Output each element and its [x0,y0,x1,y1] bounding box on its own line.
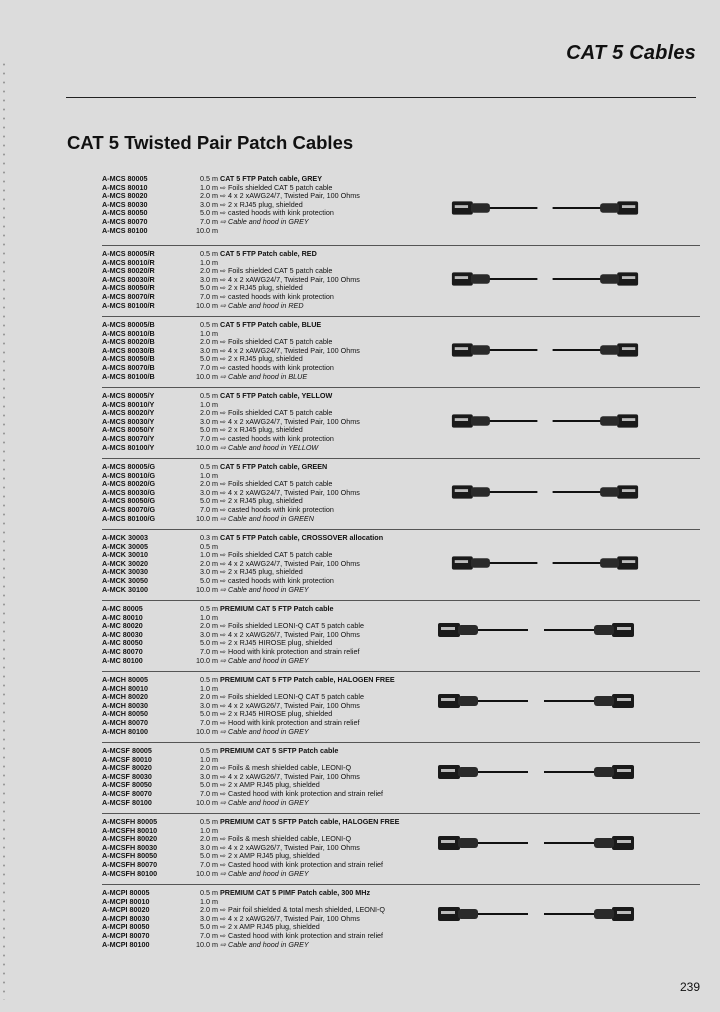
cable-length: 0.5 m [200,174,218,183]
article-number: A-MCS 80020/G [102,479,156,489]
cable-length: 10.0 m [196,513,218,523]
cable-length: 1.0 m [200,683,218,693]
cable-length: 3.0 m [200,842,218,852]
product-feature: ⇨ Foils shielded CAT 5 patch cable [220,550,333,560]
product-feature: ⇨ casted hoods with kink protection [220,433,334,443]
article-number: A-MC 80010 [102,612,143,622]
product-heading: PREMIUM CAT 5 SFTP Patch cable [220,746,339,755]
article-number: A-MCS 80030/B [102,345,155,355]
cable-length: 3.0 m [200,416,218,426]
article-number: A-MCS 80020/R [102,266,155,276]
header-rule [66,97,696,98]
patch-cable-image [450,552,640,574]
cable-length: 3.0 m [200,700,218,710]
product-row [102,250,700,259]
product-row [102,218,700,227]
product-feature: ⇨ 4 x 2 xAWG24/7, Twisted Pair, 100 Ohms [220,345,360,355]
article-number: A-MCPI 80030 [102,913,150,923]
article-number: A-MCH 80005 [102,675,148,684]
product-feature: ⇨ casted hoods with kink protection [220,575,334,585]
article-number: A-MCPI 80100 [102,939,150,949]
product-row [102,719,700,728]
product-feature: ⇨ Casted hood with kink protection and strain relief [220,788,384,798]
cable-length: 7.0 m [200,362,218,372]
product-feature: ⇨ Cable and hood in GREY [220,868,309,878]
product-row [102,799,700,808]
product-group [102,813,700,884]
product-feature: ⇨ Foils shielded CAT 5 patch cable [220,337,333,347]
article-number: A-MCH 80020 [102,692,148,702]
cable-length: 3.0 m [200,913,218,923]
product-row [102,175,700,184]
product-feature: ⇨ 2 x RJ45 plug, shielded [220,567,303,577]
cable-length: 3.0 m [200,771,218,781]
cable-length: 5.0 m [200,922,218,932]
product-row [102,435,700,444]
article-number: A-MCH 80010 [102,683,148,693]
article-number: A-MCS 80030/Y [102,416,155,426]
cable-length: 2.0 m [200,763,218,773]
product-feature: ⇨ 2 x RJ45 HIROSE plug, shielded [220,709,333,719]
product-feature: ⇨ Pair foil shielded & total mesh shielded, LEONI-Q [220,905,386,915]
product-row [102,676,700,685]
product-row [102,728,700,737]
product-feature: ⇨ casted hoods with kink protection [220,291,334,301]
patch-cable-image [450,481,640,503]
article-number: A-MCS 80010/R [102,257,155,267]
product-feature: ⇨ Foils & mesh shielded cable, LEONI-Q [220,834,352,844]
article-number: A-MCK 30050 [102,575,148,585]
cable-length: 2.0 m [200,834,218,844]
product-row [102,889,700,898]
product-groups [102,175,700,955]
product-feature: ⇨ Foils shielded CAT 5 patch cable [220,408,333,418]
patch-cable-image [436,832,636,854]
cable-length: 0.5 m [200,249,218,258]
cable-length: 7.0 m [200,504,218,514]
article-number: A-MCS 80070/Y [102,433,155,443]
product-row [102,534,700,543]
article-number: A-MCPI 80050 [102,922,150,932]
product-feature: ⇨ Hood with kink protection and strain relief [220,646,360,656]
cable-length: 2.0 m [200,479,218,489]
product-feature: ⇨ Cable and hood in RED [220,300,304,310]
cable-length: 2.0 m [200,558,218,568]
cable-length: 1.0 m [200,896,218,906]
patch-cable-image [436,690,636,712]
product-feature [220,227,700,236]
cable-length: 2.0 m [200,266,218,276]
product-group [102,600,700,671]
cable-length: 1.0 m [200,182,218,192]
article-number: A-MC 80005 [102,604,143,613]
product-feature: ⇨ Cable and hood in GREY [220,216,309,226]
article-number: A-MCS 80030/R [102,274,155,284]
cable-length: 2.0 m [200,408,218,418]
cable-length: 5.0 m [200,709,218,719]
product-group [102,742,700,813]
article-number: A-MCS 80070/R [102,291,155,301]
cable-length: 7.0 m [200,291,218,301]
article-number: A-MCPI 80070 [102,930,150,940]
product-feature: ⇨ Foils shielded CAT 5 patch cable [220,479,333,489]
article-number: A-MCSFH 80050 [102,851,158,861]
cable-length: 7.0 m [200,433,218,443]
article-number: A-MCS 80070/G [102,504,156,514]
product-feature: ⇨ 2 x AMP RJ45 plug, shielded [220,780,320,790]
product-row [102,444,700,453]
cable-length: 10.0 m [196,371,218,381]
cable-length: 1.0 m [200,825,218,835]
article-number: A-MCS 80020/Y [102,408,155,418]
article-number: A-MCS 80100/Y [102,442,155,452]
cable-length: 5.0 m [200,425,218,435]
cable-length: 3.0 m [200,567,218,577]
cable-length: 10.0 m [196,584,218,594]
article-number: A-MCS 80050/G [102,496,156,506]
article-number: A-MCS 80030 [102,199,148,209]
article-number: A-MCK 30005 [102,541,148,551]
cable-length: 5.0 m [200,851,218,861]
article-number: A-MCS 80020/B [102,337,155,347]
article-number: A-MCS 80100 [102,225,148,235]
article-number: A-MCH 80070 [102,717,148,727]
product-row [102,577,700,586]
product-group [102,671,700,742]
cable-length: 10.0 m [196,797,218,807]
product-feature: ⇨ casted hoods with kink protection [220,362,334,372]
patch-cable-image [450,339,640,361]
cable-length: 2.0 m [200,621,218,631]
product-feature: ⇨ Hood with kink protection and strain relief [220,717,360,727]
product-group [102,529,700,600]
article-number: A-MCK 30010 [102,550,148,560]
product-row [102,657,700,666]
article-number: A-MCSFH 80005 [102,817,158,826]
article-number: A-MCS 80030/G [102,487,156,497]
product-group [102,175,700,245]
article-number: A-MCSF 80010 [102,754,152,764]
article-number: A-MCSF 80050 [102,780,152,790]
article-number: A-MC 80050 [102,638,143,648]
cable-length: 10.0 m [196,225,218,235]
article-number: A-MCPI 80020 [102,905,150,915]
product-heading: PREMIUM CAT 5 PIMF Patch cable, 300 MHz [220,888,371,897]
article-number: A-MCS 80010 [102,182,148,192]
cable-length: 10.0 m [196,726,218,736]
product-feature: ⇨ 2 x AMP RJ45 plug, shielded [220,922,320,932]
cable-length: 5.0 m [200,354,218,364]
article-number: A-MCS 80070 [102,216,148,226]
product-feature: ⇨ Cable and hood in GREY [220,584,309,594]
product-feature: ⇨ 4 x 2 xAWG26/7, Twisted Pair, 100 Ohms [220,913,360,923]
cable-length: 1.0 m [200,257,218,267]
cable-length: 0.5 m [200,462,218,471]
article-number: A-MCS 80010/Y [102,399,155,409]
cable-length: 1.0 m [200,328,218,338]
patch-cable-image [436,903,636,925]
product-feature: ⇨ Casted hood with kink protection and strain relief [220,859,384,869]
cable-length: 1.0 m [200,612,218,622]
product-feature: ⇨ Foils shielded LEONI-Q CAT 5 patch cable [220,621,364,631]
article-number: A-MCS 80100/R [102,300,155,310]
product-heading: CAT 5 FTP Patch cable, GREY [220,174,322,183]
article-number: A-MCSF 80070 [102,788,152,798]
cable-length: 5.0 m [200,638,218,648]
cable-length: 10.0 m [196,442,218,452]
cable-length: 3.0 m [200,629,218,639]
cable-length: 5.0 m [200,283,218,293]
cable-length: 0.5 m [200,675,218,684]
product-row [102,227,700,236]
cable-length: 10.0 m [196,655,218,665]
product-row [102,321,700,330]
cable-length: 3.0 m [200,345,218,355]
page-number: 239 [679,980,700,994]
article-number: A-MCS 80010/B [102,328,155,338]
product-heading: CAT 5 FTP Patch cable, GREEN [220,462,328,471]
product-row [102,543,700,552]
cable-length: 5.0 m [200,780,218,790]
cable-length: 1.0 m [200,754,218,764]
article-number: A-MCS 80100/G [102,513,156,523]
header-title: CAT 5 Cables [566,42,696,64]
cable-length: 10.0 m [196,868,218,878]
product-group [102,884,700,955]
article-number: A-MCS 80020 [102,191,148,201]
cable-length: 3.0 m [200,487,218,497]
article-number: A-MCSF 80005 [102,746,152,755]
article-number: A-MCS 80050/Y [102,425,155,435]
article-number: A-MCS 80010/G [102,470,156,480]
product-feature: ⇨ 4 x 2 xAWG24/7, Twisted Pair, 100 Ohms [220,416,360,426]
product-feature: ⇨ Foils shielded CAT 5 patch cable [220,266,333,276]
product-group [102,387,700,458]
article-number: A-MCH 80050 [102,709,148,719]
cable-length: 7.0 m [200,717,218,727]
product-group [102,245,700,316]
cable-length: 0.5 m [200,391,218,400]
cable-length: 0.5 m [200,604,218,613]
article-number: A-MCK 30030 [102,567,148,577]
product-row [102,463,700,472]
cable-length: 2.0 m [200,337,218,347]
product-heading: PREMIUM CAT 5 SFTP Patch cable, HALOGEN FREE [220,817,400,826]
article-number: A-MCPI 80010 [102,896,150,906]
article-number: A-MCH 80030 [102,700,148,710]
product-feature: ⇨ Foils shielded LEONI-Q CAT 5 patch cable [220,692,364,702]
cable-length: 0.5 m [200,746,218,755]
product-feature: ⇨ 4 x 2 xAWG26/7, Twisted Pair, 100 Ohms [220,771,360,781]
cable-length: 2.0 m [200,692,218,702]
product-group [102,316,700,387]
product-row [102,364,700,373]
product-feature: ⇨ Cable and hood in YELLOW [220,442,319,452]
article-number: A-MCH 80100 [102,726,148,736]
cable-length: 0.5 m [200,541,218,551]
product-row [102,472,700,481]
product-row [102,506,700,515]
cable-length: 5.0 m [200,575,218,585]
cable-length: 1.0 m [200,399,218,409]
patch-cable-image [436,761,636,783]
article-number: A-MCS 80005/R [102,249,155,258]
product-feature: ⇨ 4 x 2 xAWG24/7, Twisted Pair, 100 Ohms [220,191,360,201]
cable-length: 3.0 m [200,199,218,209]
product-group [102,458,700,529]
cable-length: 2.0 m [200,905,218,915]
product-feature: ⇨ Foils shielded CAT 5 patch cable [220,182,333,192]
article-number: A-MCSF 80100 [102,797,152,807]
product-row [102,790,700,799]
product-feature: ⇨ Cable and hood in GREEN [220,513,314,523]
product-feature: ⇨ 4 x 2 xAWG26/7, Twisted Pair, 100 Ohms [220,629,360,639]
product-row [102,932,700,941]
product-feature: ⇨ 2 x RJ45 plug, shielded [220,496,303,506]
product-feature: ⇨ 2 x RJ45 plug, shielded [220,425,303,435]
cable-length: 7.0 m [200,216,218,226]
product-heading: CAT 5 FTP Patch cable, YELLOW [220,391,333,400]
article-number: A-MCK 30100 [102,584,148,594]
product-feature: ⇨ 4 x 2 xAWG24/7, Twisted Pair, 100 Ohms [220,487,360,497]
product-feature: ⇨ casted hoods with kink protection [220,208,334,218]
section-title: CAT 5 Twisted Pair Patch Cables [67,132,354,153]
product-row [102,373,700,382]
product-row [102,870,700,879]
product-heading: PREMIUM CAT 5 FTP Patch cable, HALOGEN FREE [220,675,395,684]
cable-length: 7.0 m [200,788,218,798]
product-feature: ⇨ Cable and hood in GREY [220,939,309,949]
product-feature: ⇨ Cable and hood in GREY [220,726,309,736]
article-number: A-MCS 80050/R [102,283,155,293]
product-feature: ⇨ 2 x RJ45 plug, shielded [220,283,303,293]
article-number: A-MCS 80050 [102,208,148,218]
product-row [102,293,700,302]
cable-length: 0.5 m [200,888,218,897]
product-row [102,941,700,950]
article-number: A-MCS 80005 [102,174,148,183]
article-number: A-MCSFH 80030 [102,842,158,852]
article-number: A-MC 80030 [102,629,143,639]
product-feature: ⇨ 4 x 2 xAWG24/7, Twisted Pair, 100 Ohms [220,558,360,568]
cable-length: 10.0 m [196,300,218,310]
product-row [102,401,700,410]
product-feature: ⇨ 2 x RJ45 plug, shielded [220,354,303,364]
article-number: A-MCSFH 80020 [102,834,158,844]
article-number: A-MC 80020 [102,621,143,631]
article-number: A-MCSFH 80010 [102,825,158,835]
patch-cable-image [450,268,640,290]
product-feature: ⇨ Casted hood with kink protection and strain relief [220,930,384,940]
cable-length: 5.0 m [200,496,218,506]
article-number: A-MCS 80005/G [102,462,156,471]
patch-cable-image [436,619,636,641]
patch-cable-image [450,410,640,432]
product-row [102,861,700,870]
product-feature: ⇨ 4 x 2 xAWG26/7, Twisted Pair, 100 Ohms [220,700,360,710]
product-row [102,184,700,193]
product-feature: ⇨ Foils & mesh shielded cable, LEONI-Q [220,763,352,773]
product-feature: ⇨ casted hoods with kink protection [220,504,334,514]
cable-length: 0.5 m [200,320,218,329]
product-feature: ⇨ 4 x 2 xAWG26/7, Twisted Pair, 100 Ohms [220,842,360,852]
article-number: A-MCK 30003 [102,533,148,542]
article-number: A-MCPI 80005 [102,888,150,897]
product-feature: ⇨ 2 x RJ45 plug, shielded [220,199,303,209]
product-row [102,648,700,657]
product-row [102,605,700,614]
article-number: A-MCSF 80030 [102,771,152,781]
cable-length: 0.5 m [200,817,218,826]
product-heading: CAT 5 FTP Patch cable, CROSSOVER allocation [220,533,384,542]
product-heading: CAT 5 FTP Patch cable, RED [220,249,317,258]
product-row [102,392,700,401]
article-number: A-MCS 80100/B [102,371,155,381]
cable-length: 2.0 m [200,191,218,201]
product-row [102,515,700,524]
cable-length: 7.0 m [200,646,218,656]
product-heading: PREMIUM CAT 5 FTP Patch cable [220,604,334,613]
product-row [102,747,700,756]
product-row [102,586,700,595]
product-feature: ⇨ Cable and hood in GREY [220,797,309,807]
article-number: A-MCK 30020 [102,558,148,568]
cable-length: 1.0 m [200,550,218,560]
product-feature: ⇨ 4 x 2 xAWG24/7, Twisted Pair, 100 Ohms [220,274,360,284]
product-feature: ⇨ Cable and hood in BLUE [220,371,308,381]
article-number: A-MCSF 80020 [102,763,152,773]
patch-cable-image [450,197,640,219]
article-number: A-MCS 80070/B [102,362,155,372]
product-feature: ⇨ 2 x AMP RJ45 plug, shielded [220,851,320,861]
article-number: A-MCS 80005/B [102,320,155,329]
cable-length: 10.0 m [196,939,218,949]
page-edge-dots [2,60,6,1000]
product-row [102,259,700,268]
article-number: A-MC 80100 [102,655,143,665]
article-number: A-MCSFH 80100 [102,868,158,878]
cable-length: 7.0 m [200,930,218,940]
article-number: A-MCS 80005/Y [102,391,155,400]
product-row [102,818,700,827]
cable-length: 7.0 m [200,859,218,869]
cable-length: 0.3 m [200,533,218,542]
product-feature: ⇨ 2 x RJ45 HIROSE plug, shielded [220,638,333,648]
product-row [102,330,700,339]
cable-length: 5.0 m [200,208,218,218]
product-heading: CAT 5 FTP Patch cable, BLUE [220,320,322,329]
article-number: A-MCSFH 80070 [102,859,158,869]
article-number: A-MCS 80050/B [102,354,155,364]
cable-length: 3.0 m [200,274,218,284]
cable-length: 1.0 m [200,470,218,480]
product-feature: ⇨ Cable and hood in GREY [220,655,309,665]
product-row [102,302,700,311]
article-number: A-MC 80070 [102,646,143,656]
